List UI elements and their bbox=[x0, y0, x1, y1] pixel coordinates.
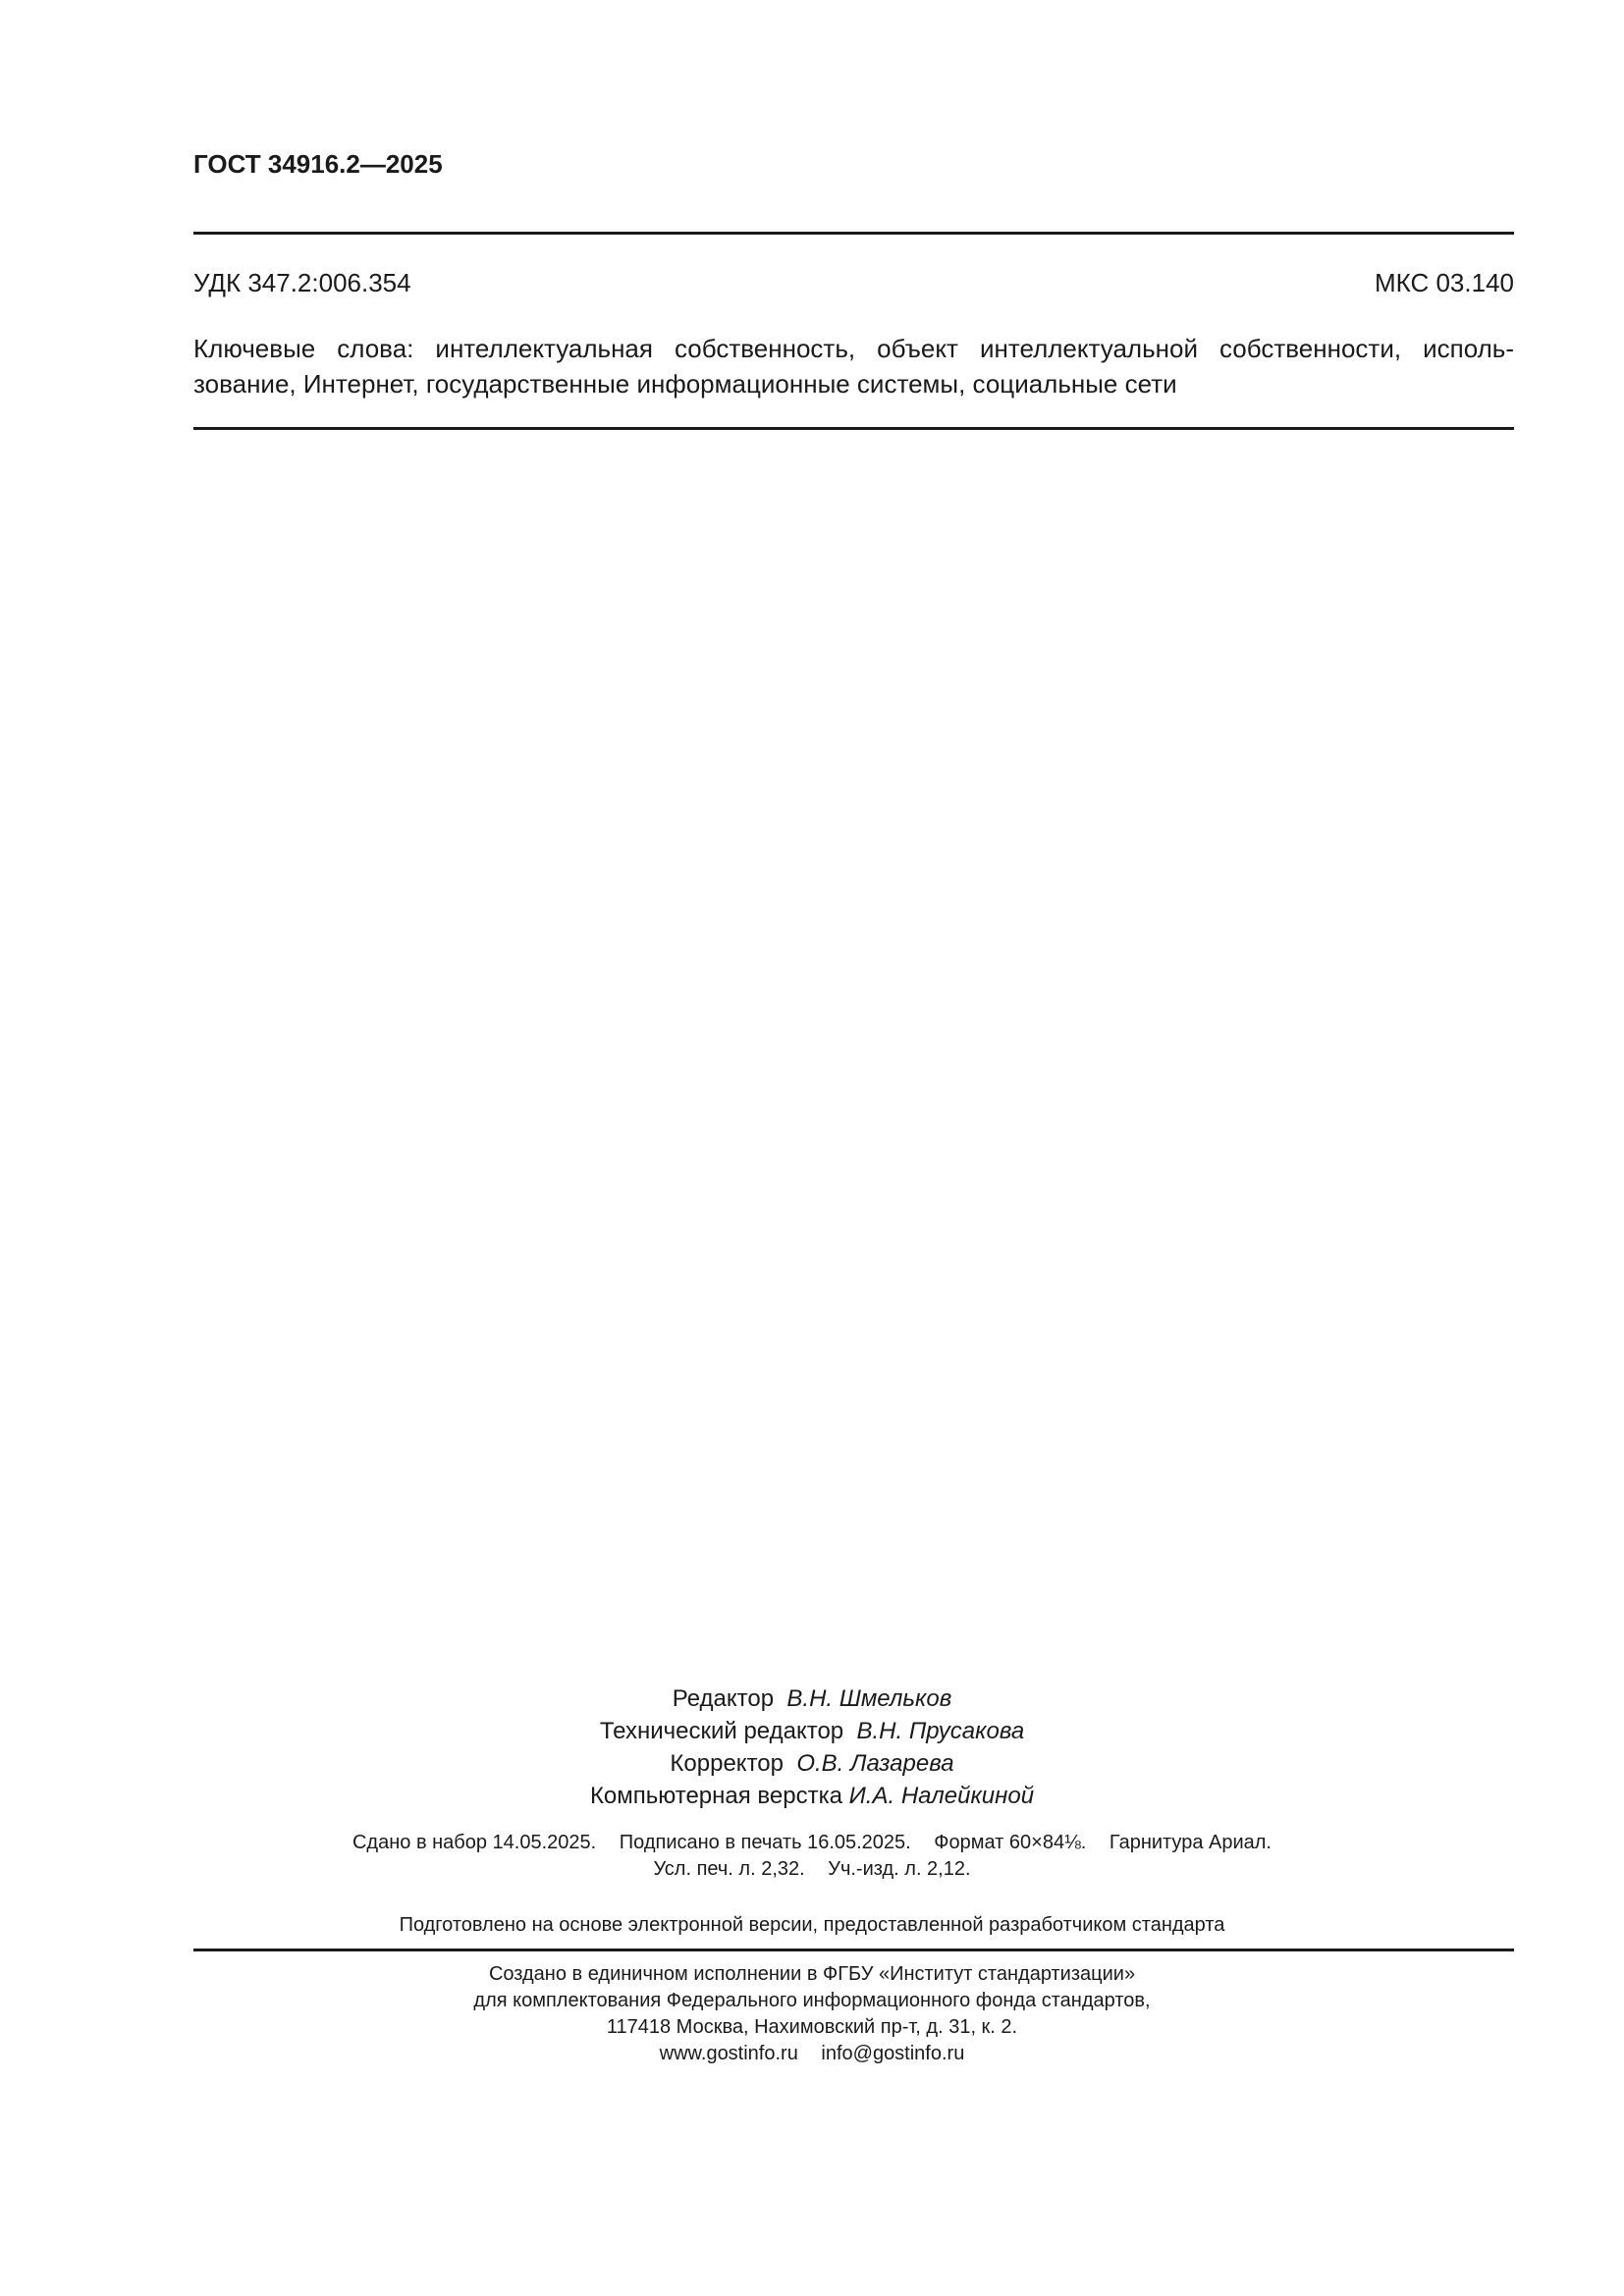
typeface: Гарнитура Ариал. bbox=[1109, 1832, 1272, 1853]
prepared-note: Подготовлено на основе электронной версии, предоставленной разработчиком стандарта bbox=[399, 1914, 1225, 1936]
layout-name: И.А. Налейкиной bbox=[848, 1783, 1035, 1809]
email-link[interactable]: info@gostinfo.ru bbox=[821, 2043, 965, 2064]
layout-line bbox=[0, 1780, 1624, 1812]
editor-label: Редактор bbox=[672, 1685, 775, 1712]
signed-date: Подписано в печать 16.05.2025. bbox=[619, 1832, 911, 1853]
corrector-line bbox=[0, 1747, 1624, 1780]
udk-code: УДК 347.2:006.354 bbox=[193, 268, 411, 297]
mks-code: МКС 03.140 bbox=[1374, 268, 1514, 297]
print-details-line-1 bbox=[0, 1830, 1624, 1856]
editor-line bbox=[0, 1682, 1624, 1715]
tech-editor-name: В.Н. Прусакова bbox=[856, 1718, 1025, 1744]
layout-label: Компьютерная верстка bbox=[589, 1783, 842, 1809]
publisher-line-2: для комплектования Федерального информационного фонда стандартов, bbox=[473, 1990, 1151, 2011]
corrector-name: О.В. Лазарева bbox=[796, 1750, 954, 1777]
print-details-line-2 bbox=[0, 1856, 1624, 1883]
print-details bbox=[0, 1830, 1624, 1883]
tech-editor-label: Технический редактор bbox=[599, 1718, 844, 1744]
keywords-divider bbox=[193, 427, 1514, 430]
corrector-label: Корректор bbox=[670, 1750, 784, 1777]
keywords-line-2: зование, Интернет, государственные информационные системы, социальные сети bbox=[193, 369, 1177, 399]
publisher-block bbox=[0, 1961, 1624, 2067]
paper-format: Формат 60×84⅛. bbox=[934, 1832, 1087, 1853]
print-sheets: Усл. печ. л. 2,32. bbox=[653, 1858, 805, 1880]
publisher-address: 117418 Москва, Нахимовский пр-т, д. 31, к. 2. bbox=[606, 2016, 1018, 2038]
credits-block bbox=[0, 1682, 1624, 1812]
tech-editor-line bbox=[0, 1715, 1624, 1747]
keywords-line-1: Ключевые слова: интеллектуальная собственность, объект интеллектуальной собственности, исполь- bbox=[193, 334, 1514, 363]
document-code: ГОСТ 34916.2—2025 bbox=[193, 149, 443, 179]
publisher-divider bbox=[193, 1949, 1514, 1951]
top-divider bbox=[193, 232, 1514, 235]
submitted-date: Сдано в набор 14.05.2025. bbox=[352, 1832, 597, 1853]
publisher-contacts bbox=[0, 2041, 1624, 2067]
website-link[interactable]: www.gostinfo.ru bbox=[659, 2043, 798, 2064]
keywords-block bbox=[193, 331, 1514, 401]
publishing-sheets: Уч.-изд. л. 2,12. bbox=[828, 1858, 971, 1880]
editor-name: В.Н. Шмельков bbox=[786, 1685, 952, 1712]
publisher-line-1: Создано в единичном исполнении в ФГБУ «Институт стандартизации» bbox=[488, 1963, 1136, 1985]
